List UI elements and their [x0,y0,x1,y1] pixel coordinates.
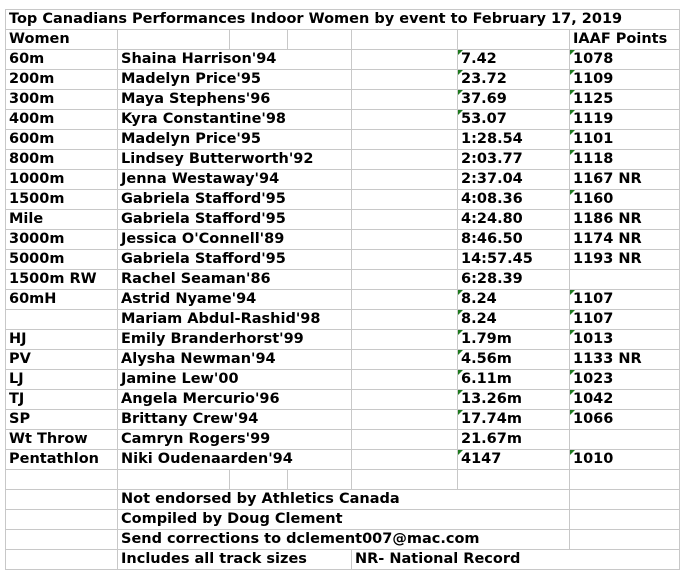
athlete-cell: Astrid Nyame'94 [118,290,352,310]
athlete-cell: Jamine Lew'00 [118,370,352,390]
note-row [6,490,680,510]
points-cell: 1042 [570,390,680,410]
athlete-cell: Jessica O'Connell'89 [118,230,352,250]
title-row [6,10,680,30]
mark-cell: 4:24.80 [458,210,570,230]
note-row [6,550,680,570]
points-cell: 1125 [570,90,680,110]
mark-cell: 4.56m [458,350,570,370]
athlete-cell: Gabriela Stafford'95 [118,190,352,210]
table-row [6,330,680,350]
points-cell: 1133 NR [570,350,680,370]
table-row [6,90,680,110]
table-row [6,430,680,450]
mark-cell: 13.26m [458,390,570,410]
athlete-cell: Lindsey Butterworth'92 [118,150,352,170]
athlete-cell: Rachel Seaman'86 [118,270,352,290]
table-row [6,110,680,130]
athlete-cell: Gabriela Stafford'95 [118,250,352,270]
event-cell: LJ [6,370,118,390]
mark-cell: 23.72 [458,70,570,90]
note-text: Includes all track sizes [118,550,352,570]
event-cell: 600m [6,130,118,150]
points-cell: 1174 NR [570,230,680,250]
points-cell: 1078 [570,50,680,70]
table-row [6,170,680,190]
table-row [6,250,680,270]
event-cell: Pentathlon [6,450,118,470]
blank-row [6,470,680,490]
mark-cell: 6.11m [458,370,570,390]
table-row [6,290,680,310]
event-cell: 3000m [6,230,118,250]
note-text: Send corrections to dclement007@mac.com [118,530,570,550]
table-row [6,390,680,410]
athlete-cell: Gabriela Stafford'95 [118,210,352,230]
points-cell: 1160 [570,190,680,210]
mark-cell: 7.42 [458,50,570,70]
event-cell: 60m [6,50,118,70]
points-cell: 1167 NR [570,170,680,190]
note-text: Not endorsed by Athletics Canada [118,490,570,510]
athlete-cell: Emily Branderhorst'99 [118,330,352,350]
event-cell: TJ [6,390,118,410]
table-row [6,270,680,290]
table-row [6,310,680,330]
points-cell: 1186 NR [570,210,680,230]
note-row [6,530,680,550]
athlete-cell: Jenna Westaway'94 [118,170,352,190]
athlete-cell: Mariam Abdul-Rashid'98 [118,310,352,330]
table-row [6,230,680,250]
athlete-cell: Maya Stephens'96 [118,90,352,110]
points-cell: 1101 [570,130,680,150]
event-cell: PV [6,350,118,370]
table-row [6,190,680,210]
event-cell: 1500m RW [6,270,118,290]
event-cell: 5000m [6,250,118,270]
athlete-cell: Camryn Rogers'99 [118,430,352,450]
header-category: Women [6,30,118,50]
table-row [6,210,680,230]
event-cell: HJ [6,330,118,350]
mark-cell: 4:08.36 [458,190,570,210]
mark-cell: 17.74m [458,410,570,430]
mark-cell: 8.24 [458,310,570,330]
athlete-cell: Madelyn Price'95 [118,130,352,150]
event-cell: 60mH [6,290,118,310]
table-row [6,350,680,370]
header-row [6,30,680,50]
event-cell: 800m [6,150,118,170]
table-row [6,50,680,70]
mark-cell: 1:28.54 [458,130,570,150]
mark-cell: 8.24 [458,290,570,310]
event-cell: 300m [6,90,118,110]
athlete-cell: Angela Mercurio'96 [118,390,352,410]
legend-text: NR- National Record [352,550,680,570]
athlete-cell: Shaina Harrison'94 [118,50,352,70]
athlete-cell: Brittany Crew'94 [118,410,352,430]
mark-cell: 53.07 [458,110,570,130]
points-cell: 1023 [570,370,680,390]
points-cell: 1013 [570,330,680,350]
mark-cell: 14:57.45 [458,250,570,270]
table-row [6,370,680,390]
note-text: Compiled by Doug Clement [118,510,570,530]
sheet-title: Top Canadians Performances Indoor Women by event to February 17, 2019 [6,10,680,30]
mark-cell: 8:46.50 [458,230,570,250]
rankings-sheet [5,9,680,570]
event-cell: SP [6,410,118,430]
points-cell: 1109 [570,70,680,90]
points-cell: 1193 NR [570,250,680,270]
points-cell: 1066 [570,410,680,430]
event-cell: Mile [6,210,118,230]
athlete-cell: Niki Oudenaarden'94 [118,450,352,470]
note-row [6,510,680,530]
mark-cell: 2:03.77 [458,150,570,170]
points-cell: 1107 [570,310,680,330]
points-cell [570,430,680,450]
athlete-cell: Kyra Constantine'98 [118,110,352,130]
athlete-cell: Madelyn Price'95 [118,70,352,90]
mark-cell: 4147 [458,450,570,470]
points-cell: 1118 [570,150,680,170]
table-row [6,150,680,170]
header-points: IAAF Points [570,30,680,50]
event-cell: 200m [6,70,118,90]
event-cell: 1000m [6,170,118,190]
table-row [6,70,680,90]
athlete-cell: Alysha Newman'94 [118,350,352,370]
mark-cell: 2:37.04 [458,170,570,190]
mark-cell: 21.67m [458,430,570,450]
points-cell [570,270,680,290]
mark-cell: 6:28.39 [458,270,570,290]
points-cell: 1107 [570,290,680,310]
event-cell [6,310,118,330]
event-cell: Wt Throw [6,430,118,450]
table-row [6,450,680,470]
points-cell: 1010 [570,450,680,470]
table-row [6,410,680,430]
event-cell: 1500m [6,190,118,210]
mark-cell: 37.69 [458,90,570,110]
table-row [6,130,680,150]
points-cell: 1119 [570,110,680,130]
event-cell: 400m [6,110,118,130]
mark-cell: 1.79m [458,330,570,350]
